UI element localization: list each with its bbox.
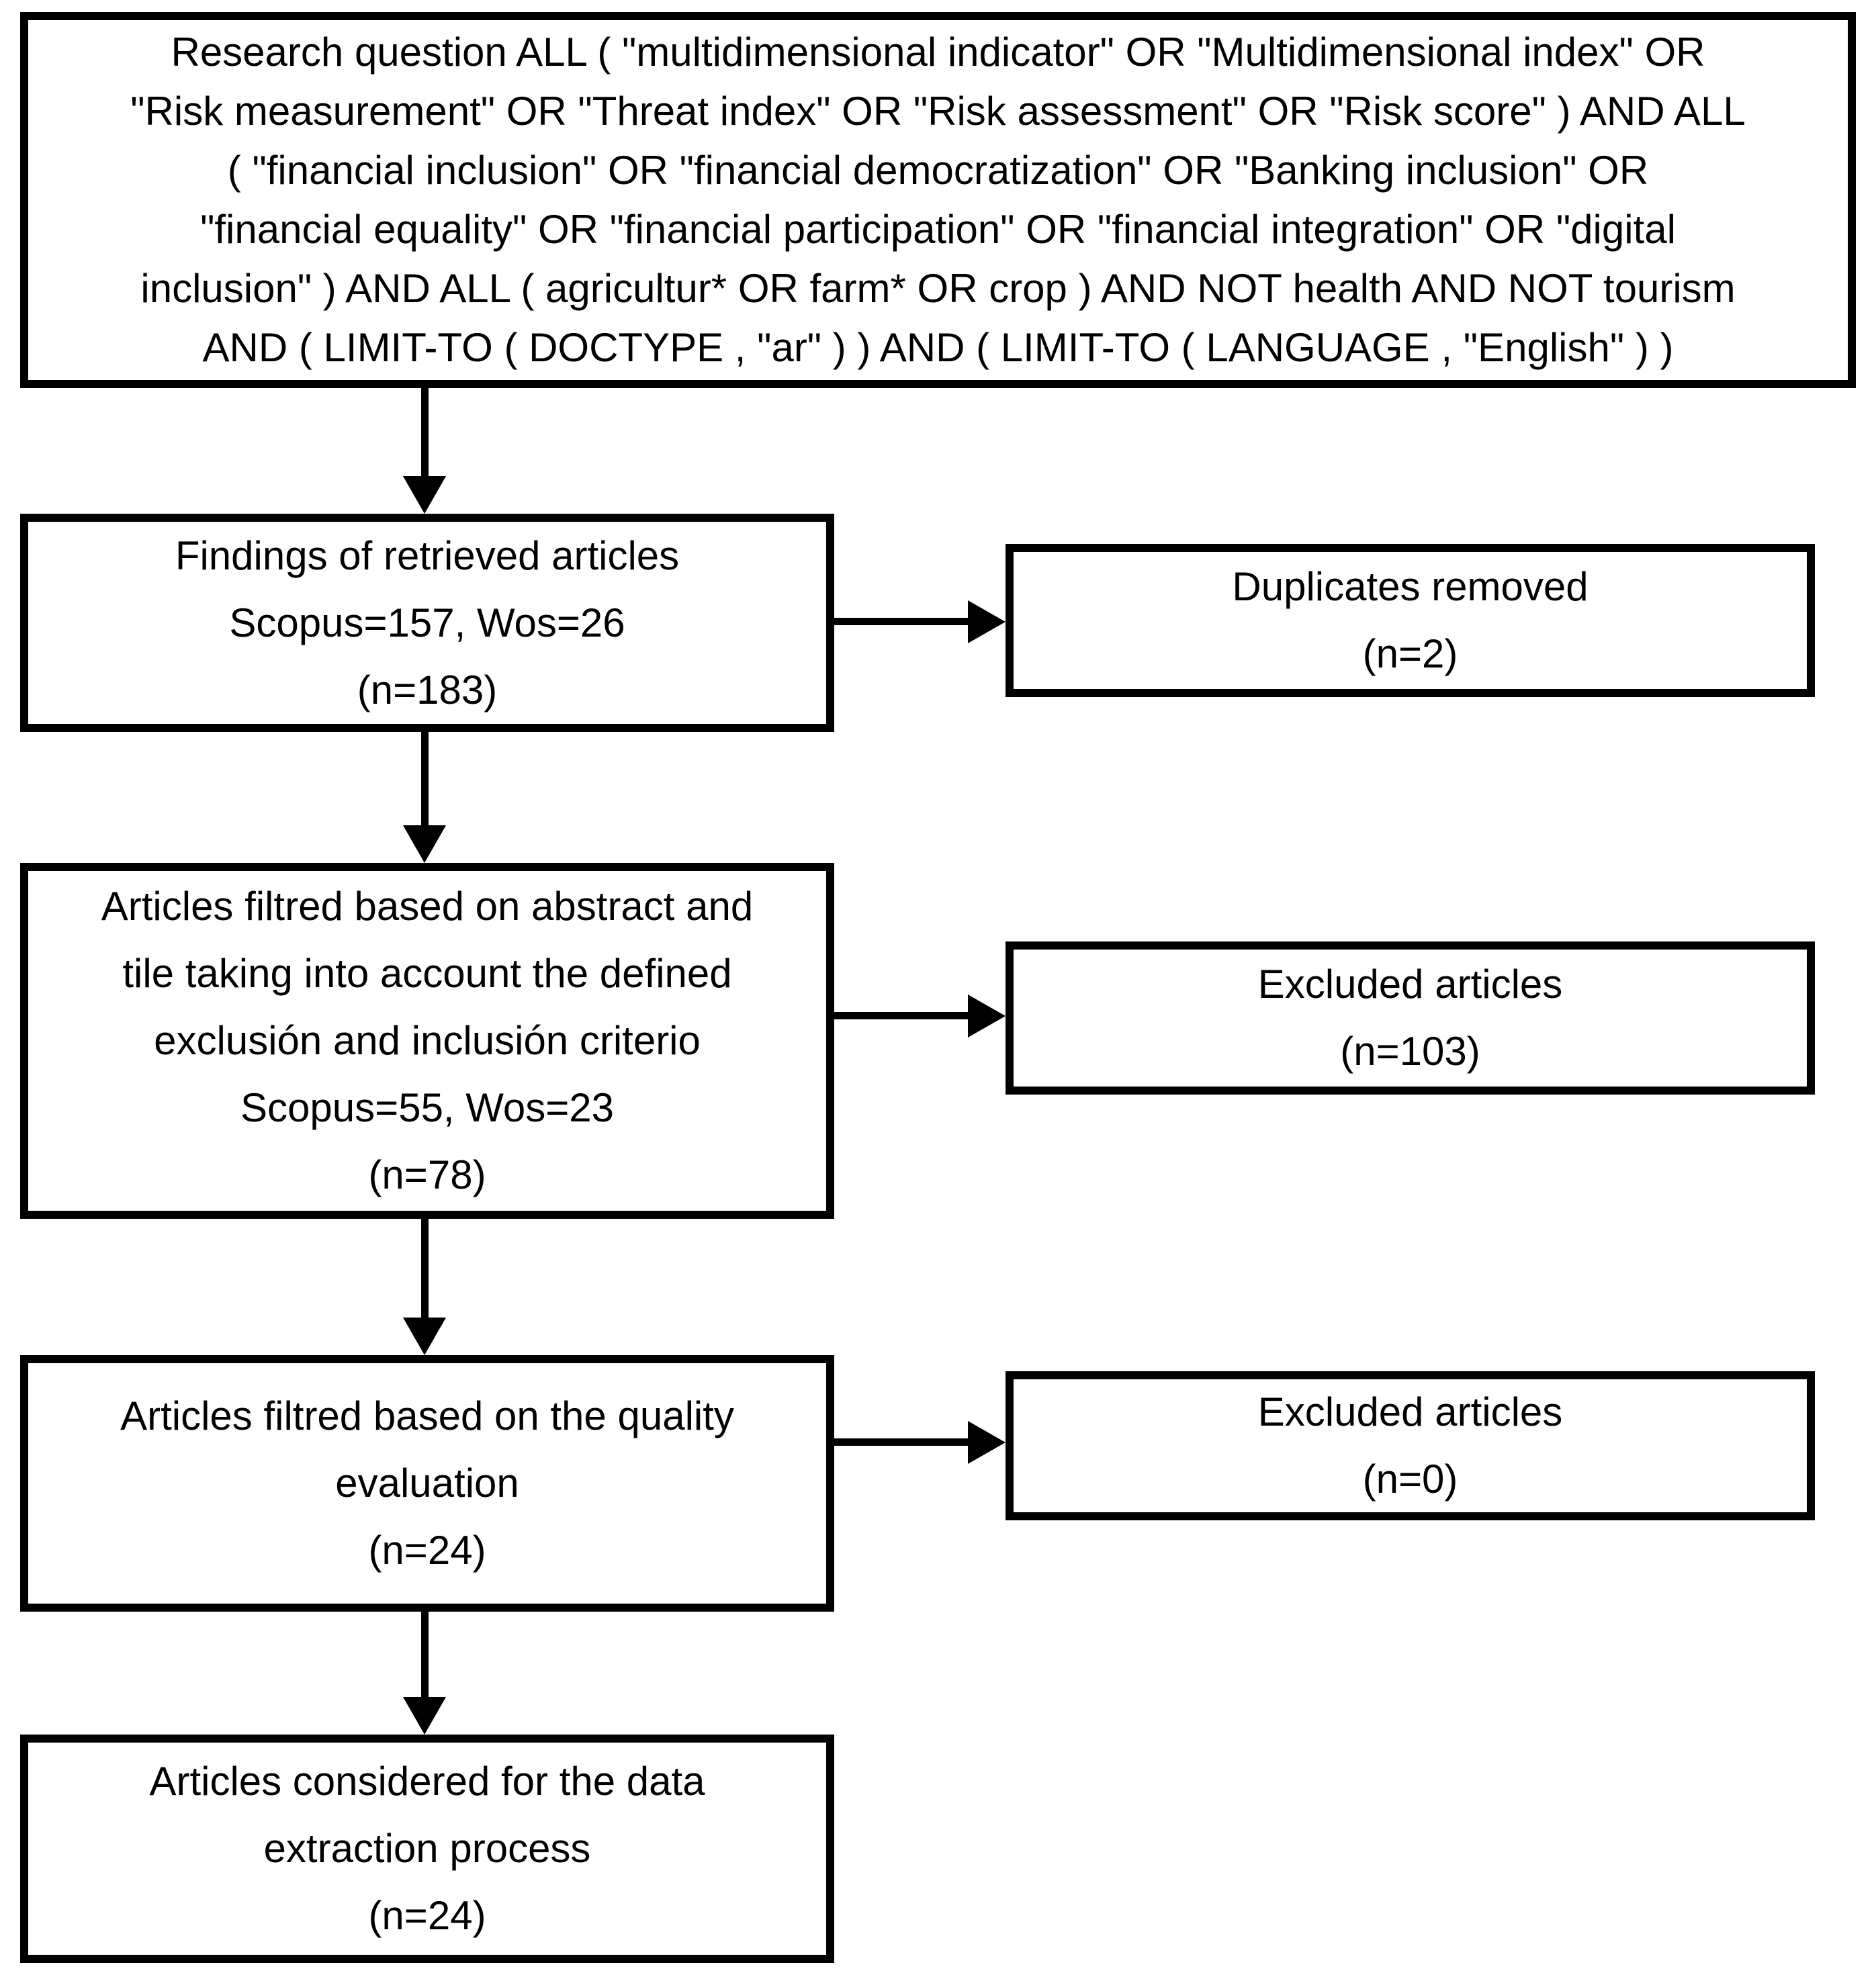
box-abstract-title-filter [20,863,834,1219]
text-line: (n=78) [368,1152,486,1197]
box-data-extraction [20,1735,834,1963]
text-line: Articles considered for the data [149,1759,705,1804]
text-line: (n=183) [357,667,498,712]
arrow-down-icon [403,825,446,863]
text-line: (n=24) [368,1893,486,1938]
text-line: ( "financial inclusion" OR "financial democratization" OR "Banking inclusion" OR [227,148,1649,193]
text-line: Scopus=157, Wos=26 [229,600,625,645]
text-line: Findings of retrieved articles [175,533,680,578]
text-line: AND ( LIMIT-TO ( DOCTYPE , "ar" ) ) AND ( LIMIT-TO ( LANGUAGE , "English" ) ) [202,325,1674,370]
arrow-down-icon [403,1318,446,1355]
text-line: extraction process [263,1826,591,1871]
text-line: inclusion" ) AND ALL ( agricultur* OR farm* OR crop ) AND NOT health AND NOT tourism [140,266,1736,311]
text-line: "financial equality" OR "financial participation" OR "financial integration" OR "digital [200,207,1676,252]
connector-query-to-findings-line [421,388,429,478]
text-line: "Risk measurement" OR "Threat index" OR "Risk assessment" OR "Risk score" ) AND ALL [130,89,1746,134]
box-duplicates-removed [1006,544,1815,697]
text-line: exclusión and inclusión criterio [154,1018,701,1063]
arrow-right-icon [968,600,1006,643]
text-line: (n=0) [1362,1457,1458,1502]
arrow-down-icon [403,1697,446,1735]
connector-abstract-to-quality-line [421,1219,429,1318]
text-line: Duplicates removed [1232,564,1589,609]
text-line: (n=24) [368,1528,486,1573]
connector-findings-to-duplicates-line [834,618,969,625]
text-line: Articles filtred based on abstract and [101,884,754,929]
box-excluded-articles-abstract [1006,941,1815,1095]
arrow-right-icon [968,995,1006,1037]
text-line: Excluded articles [1257,1389,1563,1434]
text-line: evaluation [335,1461,519,1506]
connector-quality-to-excluded-line [834,1438,969,1446]
text-line: tile taking into account the defined [122,951,732,996]
arrow-right-icon [968,1421,1006,1464]
box-excluded-articles-quality [1006,1371,1815,1520]
box-research-query [20,12,1856,388]
connector-quality-to-extraction-line [421,1612,429,1698]
arrow-down-icon [403,476,446,514]
box-quality-filter [20,1355,834,1612]
text-line: Excluded articles [1257,962,1563,1007]
text-line: Articles filtred based on the quality [120,1393,734,1438]
text-line: (n=2) [1362,631,1458,676]
text-line: (n=103) [1340,1029,1480,1074]
box-retrieved-findings [20,514,834,732]
text-line: Research question ALL ( "multidimensional indicator" OR "Multidimensional index" OR [171,30,1705,75]
text-line: Scopus=55, Wos=23 [240,1085,614,1130]
connector-abstract-to-excluded-line [834,1012,969,1019]
connector-findings-to-abstract-line [421,732,429,827]
